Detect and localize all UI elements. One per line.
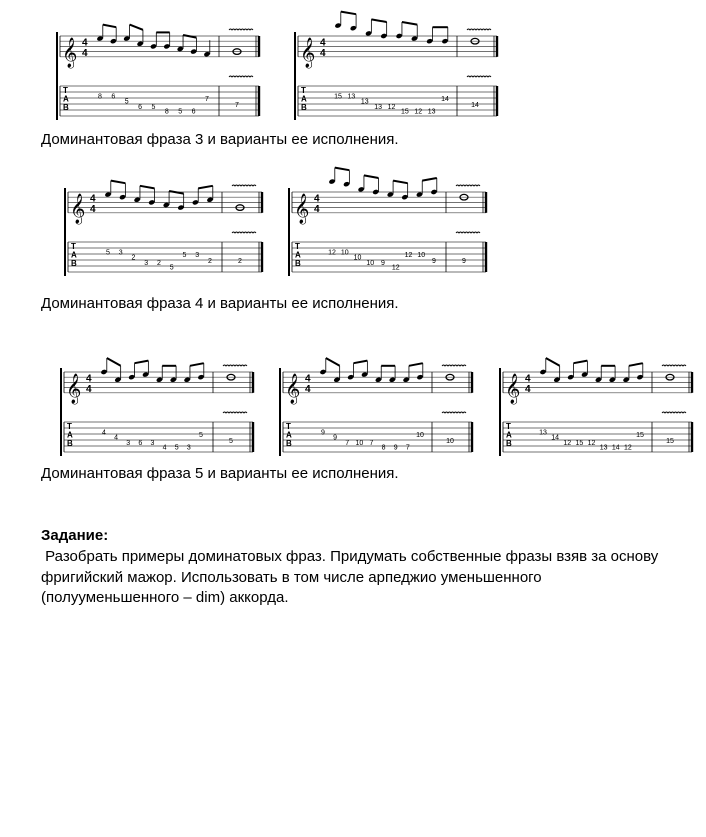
vibrato-mark [229, 76, 253, 77]
tab-clef-letter: B [67, 439, 73, 448]
tab-fret-number: 9 [333, 434, 338, 442]
tab-fret-number: 13 [427, 108, 436, 116]
tab-clef-letter: A [63, 94, 69, 104]
tab-fret-number: 3 [150, 439, 155, 447]
tab-fret-number: 9 [432, 258, 436, 265]
notation-system-phrase5-b [275, 364, 480, 459]
time-signature-top: 4 [305, 373, 311, 385]
tab-fret-number: 7 [405, 444, 410, 452]
tab-clef-letter: T [71, 242, 76, 251]
vibrato-mark [456, 185, 480, 186]
tab-fret-number: 5 [124, 98, 129, 106]
tab-fret-number: 5 [174, 444, 179, 452]
treble-clef-icon: 𝄞 [62, 36, 78, 67]
tab-fret-number: 13 [360, 98, 369, 106]
note-beam [574, 361, 588, 364]
time-signature-top: 4 [90, 193, 96, 205]
vibrato-mark [662, 412, 686, 413]
tab-fret-number: 5 [199, 432, 203, 439]
treble-clef-icon: 𝄞 [70, 192, 86, 223]
tab-fret-number: 9 [381, 259, 385, 267]
notation-system-phrase5-c [495, 364, 700, 459]
note-beam [135, 361, 149, 364]
tab-ending-fret: 7 [235, 102, 239, 109]
vibrato-mark [467, 76, 491, 77]
tab-fret-number: 3 [144, 259, 149, 267]
time-signature-bottom: 4 [82, 47, 88, 59]
tab-fret-number: 6 [191, 108, 196, 116]
tab-fret-number: 8 [381, 444, 386, 452]
note-beam [371, 19, 386, 22]
tab-fret-number: 3 [126, 439, 131, 447]
tab-fret-number: 5 [182, 252, 187, 259]
notation-system-phrase4-a [60, 184, 270, 279]
treble-clef-icon: 𝄞 [66, 372, 82, 403]
tab-fret-number: 12 [391, 264, 400, 272]
vibrato-mark [223, 412, 247, 413]
tab-fret-number: 5 [169, 264, 174, 272]
note-beam [364, 175, 379, 178]
tab-fret-number: 6 [138, 439, 143, 447]
tab-fret-number: 2 [208, 258, 212, 265]
tab-clef-letter: T [506, 422, 511, 431]
time-signature-bottom: 4 [90, 203, 96, 215]
tab-fret-number: 12 [387, 103, 396, 111]
tab-fret-number: 13 [347, 93, 356, 101]
note-beam [354, 361, 368, 364]
caption-phrase-4: Доминантовая фраза 4 и варианты ее исполнения. [41, 295, 399, 312]
note-beam [422, 178, 437, 181]
tab-fret-number: 7 [205, 96, 209, 103]
tab-fret-number: 13 [374, 103, 383, 111]
task-text: Разобрать примеры доминатовых фраз. Придумать собственные фразы взяв за основу фригийский мажор. Использовать в том числе арпеджио уменьшенного (полууменьшенного – dim) аккорда. [41, 548, 663, 606]
tab-fret-number: 12 [563, 439, 572, 447]
caption-phrase-5: Доминантовая фраза 5 и варианты ее исполнения. [41, 465, 399, 482]
note-beam [198, 186, 213, 189]
tab-fret-number: 12 [587, 439, 596, 447]
tab-fret-number: 3 [195, 252, 200, 259]
treble-clef-icon: 𝄞 [294, 192, 310, 223]
tab-fret-number: 12 [328, 249, 336, 257]
vibrato-mark [662, 365, 686, 366]
tab-ending-fret: 10 [446, 438, 454, 445]
note-beam [629, 363, 643, 366]
note-beam [546, 358, 560, 366]
tab-fret-number: 5 [178, 108, 183, 116]
tab-fret-number: 2 [131, 254, 136, 262]
time-signature-bottom: 4 [314, 203, 320, 215]
tab-fret-number: 6 [138, 103, 143, 111]
note-beam [140, 186, 155, 189]
time-signature-bottom: 4 [86, 383, 92, 395]
vibrato-mark [467, 29, 491, 30]
tab-fret-number: 13 [539, 429, 547, 437]
tab-fret-number: 12 [623, 444, 632, 452]
tab-fret-number: 3 [118, 249, 123, 257]
time-signature-bottom: 4 [305, 383, 311, 395]
vibrato-mark [442, 412, 466, 413]
tab-fret-number: 15 [334, 93, 342, 101]
tab-fret-number: 8 [98, 93, 102, 101]
tab-clef-letter: B [301, 103, 307, 112]
tab-fret-number: 13 [599, 444, 608, 452]
tab-fret-number: 14 [611, 444, 620, 452]
tab-clef-letter: A [286, 430, 292, 440]
treble-clef-icon: 𝄞 [285, 372, 301, 403]
tab-fret-number: 6 [111, 93, 116, 101]
tab-clef-letter: B [506, 439, 512, 448]
note-beam [409, 363, 423, 366]
tab-fret-number: 4 [102, 429, 106, 437]
tab-fret-number: 10 [416, 432, 424, 439]
tab-fret-number: 12 [414, 108, 423, 116]
tab-fret-number: 14 [551, 434, 560, 442]
time-signature-bottom: 4 [320, 47, 326, 59]
tab-clef-letter: A [71, 250, 77, 260]
time-signature-bottom: 4 [525, 383, 531, 395]
note-beam [130, 25, 143, 30]
tab-ending-fret: 15 [666, 438, 674, 445]
tab-clef-letter: B [286, 439, 292, 448]
tab-fret-number: 10 [355, 439, 364, 447]
tab-clef-letter: T [301, 86, 306, 95]
time-signature-top: 4 [525, 373, 531, 385]
time-signature-top: 4 [86, 373, 92, 385]
tab-fret-number: 7 [345, 439, 350, 447]
vibrato-mark [223, 365, 247, 366]
treble-clef-icon: 𝄞 [300, 36, 316, 67]
tab-fret-number: 10 [366, 259, 375, 267]
task-title: Задание: [41, 527, 109, 544]
vibrato-mark [456, 232, 480, 233]
tab-fret-number: 4 [162, 444, 167, 452]
tab-fret-number: 14 [441, 96, 449, 103]
tab-clef-letter: T [67, 422, 72, 431]
tab-fret-number: 10 [353, 254, 362, 262]
note-beam [190, 363, 204, 366]
tab-ending-fret: 14 [471, 102, 479, 109]
tab-fret-number: 15 [636, 432, 644, 439]
tab-fret-number: 4 [114, 434, 119, 442]
tab-fret-number: 10 [340, 249, 349, 257]
tab-clef-letter: B [295, 259, 301, 268]
tab-fret-number: 2 [157, 259, 161, 267]
tab-fret-number: 5 [151, 103, 156, 111]
tab-fret-number: 9 [393, 444, 398, 452]
notation-system-phrase3-b [290, 28, 505, 118]
tab-clef-letter: A [301, 94, 307, 104]
tab-ending-fret: 9 [462, 258, 466, 265]
tab-fret-number: 15 [575, 439, 584, 447]
note-beam [183, 35, 196, 38]
tab-clef-letter: T [286, 422, 291, 431]
note-beam [402, 22, 417, 25]
note-beam [107, 358, 121, 366]
note-beam [393, 181, 408, 184]
note-beam [335, 168, 350, 171]
note-beam [169, 191, 184, 194]
tab-fret-number: 7 [369, 439, 374, 447]
tab-ending-fret: 2 [238, 258, 242, 265]
tab-clef-letter: B [71, 259, 77, 268]
notation-system-phrase3-a [52, 28, 267, 118]
tab-clef-letter: A [67, 430, 73, 440]
treble-clef-icon: 𝄞 [505, 372, 521, 403]
note-beam [326, 358, 340, 366]
tab-clef-letter: T [295, 242, 300, 251]
note-beam [103, 25, 116, 28]
tab-clef-letter: A [295, 250, 301, 260]
notation-system-phrase4-b [284, 184, 494, 279]
tab-fret-number: 3 [186, 444, 191, 452]
time-signature-top: 4 [314, 193, 320, 205]
tab-fret-number: 5 [106, 249, 110, 257]
tab-fret-number: 10 [417, 252, 426, 259]
vibrato-mark [229, 29, 253, 30]
tab-fret-number: 8 [164, 108, 169, 116]
tab-clef-letter: B [63, 103, 69, 112]
time-signature-top: 4 [320, 37, 326, 49]
tab-clef-letter: T [63, 86, 68, 95]
tab-fret-number: 9 [321, 429, 325, 437]
vibrato-mark [442, 365, 466, 366]
tab-clef-letter: A [506, 430, 512, 440]
note-beam [341, 12, 356, 15]
vibrato-mark [232, 185, 256, 186]
tab-fret-number: 15 [400, 108, 409, 116]
vibrato-mark [232, 232, 256, 233]
time-signature-top: 4 [82, 37, 88, 49]
caption-phrase-3: Доминантовая фраза 3 и варианты ее исполнения. [41, 131, 399, 148]
tab-fret-number: 12 [404, 252, 413, 259]
notation-system-phrase5-a [56, 364, 261, 459]
tab-ending-fret: 5 [229, 438, 233, 445]
note-beam [111, 181, 126, 184]
